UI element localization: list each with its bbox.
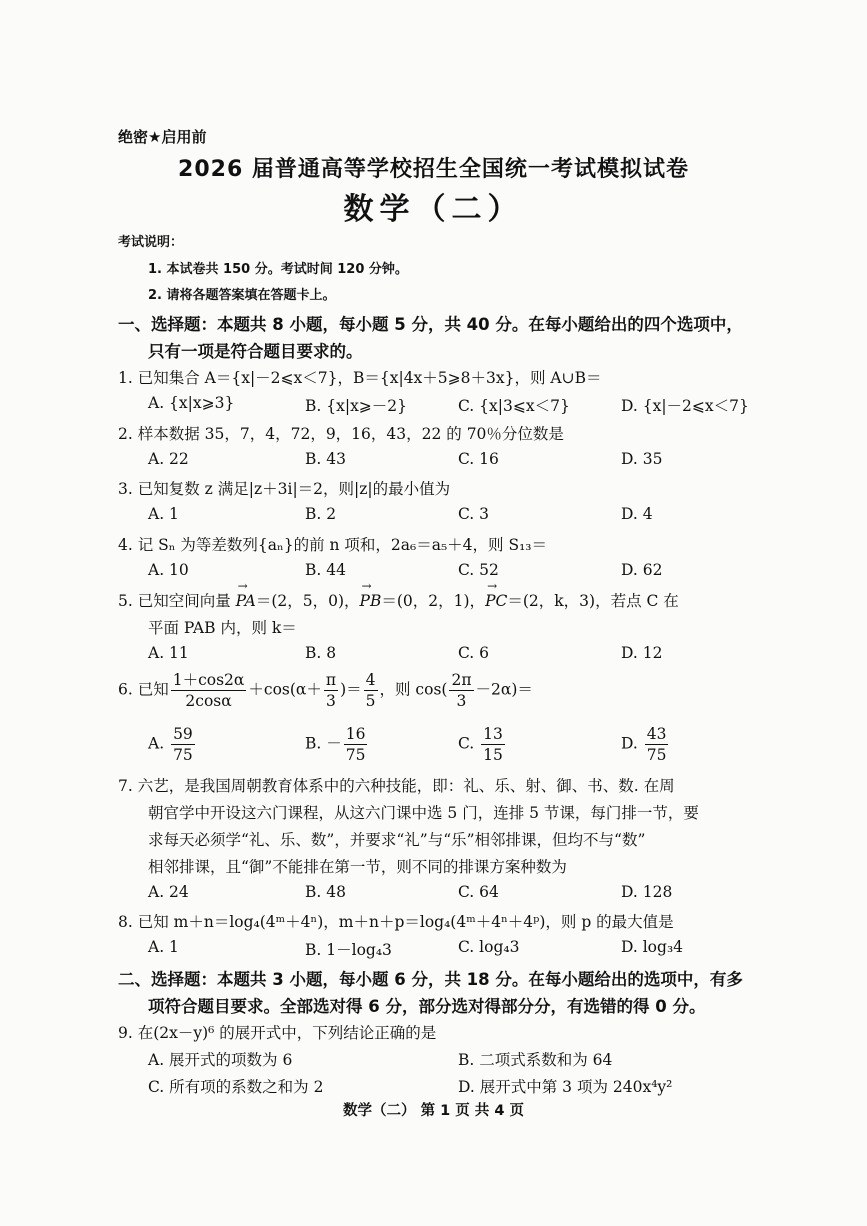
question-3-option-b: B. 2 [305, 505, 337, 523]
option-label: B. － [305, 734, 342, 753]
fraction-denominator: 2cosα [185, 692, 232, 710]
question-8-option-b: B. 1－log₄3 [305, 941, 392, 959]
question-8-stem: 8. 已知 m＋n＝log₄(4ᵐ＋4ⁿ)，m＋n＋p＝log₄(4ᵐ＋4ⁿ＋4ᵖ)，则 p 的最大值是 [118, 913, 674, 931]
fraction [645, 724, 669, 765]
question-4-option-b: B. 44 [305, 561, 346, 579]
option-label: D. [621, 734, 638, 753]
exam-title: 2026 届普通高等学校招生全国统一考试模拟试卷 [178, 157, 689, 182]
question-4-option-d: D. 62 [621, 561, 663, 579]
instruction-item: 2. 请将各题答案填在答题卡上。 [148, 288, 336, 303]
fraction [364, 670, 378, 711]
vector-pb: → PB [360, 592, 382, 610]
page-footer: 数学（二） 第 1 页 共 4 页 [343, 1103, 524, 1119]
question-5-option-c: C. 6 [458, 644, 490, 662]
question-2-stem: 2. 样本数据 35，7，4，72，9，16，43，22 的 70％分位数是 [118, 425, 564, 443]
confidential-label: 绝密★启用前 [118, 128, 207, 146]
question-1-option-a: A. {x|x⩾3} [148, 394, 235, 412]
question-6-text: ＋cos(α＋ [248, 680, 322, 699]
question-5-text: ＝(2，5，0)， [255, 592, 360, 610]
fraction-numerator: 13 [483, 725, 503, 743]
fraction-denominator: 3 [456, 692, 467, 710]
question-6-stem [118, 670, 533, 711]
question-5-text: ＝(2，k，3)，若点 C 在 [507, 592, 679, 610]
question-9-option-c: C. 所有项的系数之和为 2 [148, 1078, 324, 1096]
question-1-option-b: B. {x|x⩾－2} [305, 397, 408, 415]
question-6-option-b [305, 724, 369, 765]
fraction [171, 670, 247, 711]
question-8-option-c: C. log₄3 [458, 938, 520, 956]
question-9-option-b: B. 二项式系数和为 64 [458, 1051, 613, 1069]
question-7-stem: 7. 六艺，是我国周朝教育体系中的六种技能，即：礼、乐、射、御、书、数. 在周 [118, 777, 675, 795]
question-9-stem: 9. 在(2x－y)⁶ 的展开式中，下列结论正确的是 [118, 1024, 437, 1042]
fraction-denominator: 15 [483, 746, 503, 764]
question-7-option-d: D. 128 [621, 883, 673, 901]
fraction-numerator: 16 [345, 725, 366, 743]
fraction-numerator: 4 [365, 671, 376, 689]
question-6-option-a [148, 724, 197, 765]
question-6-text: ，则 cos( [379, 680, 448, 699]
question-5-text: 5. 已知空间向量 [118, 592, 236, 610]
question-4-option-c: C. 52 [458, 561, 499, 579]
question-7-stem-cont: 求每天必须学“礼、乐、数”，并要求“礼”与“乐”相邻排课，但均不与“数” [148, 831, 646, 849]
question-5-text: ＝(0，2，1)， [381, 592, 486, 610]
question-6-text: －2α)＝ [475, 680, 533, 699]
fraction-numerator: 1＋cos2α [172, 671, 245, 689]
question-9-option-a: A. 展开式的项数为 6 [148, 1051, 293, 1069]
fraction-denominator: 75 [646, 746, 667, 764]
question-8-option-a: A. 1 [148, 938, 179, 956]
fraction-numerator: π [325, 671, 337, 689]
fraction-denominator: 75 [345, 746, 366, 764]
exam-subtitle: 数学（二） [343, 192, 524, 227]
question-6-text: )＝ [340, 680, 362, 699]
instruction-item: 1. 本试卷共 150 分。考试时间 120 分钟。 [148, 262, 408, 277]
question-3-option-a: A. 1 [148, 505, 179, 523]
option-label: A. [148, 734, 165, 753]
section-2-heading-cont: 项符合题目要求。全部选对得 6 分，部分选对得部分分，有选错的得 0 分。 [148, 997, 706, 1016]
fraction-denominator: 3 [326, 692, 336, 710]
fraction-numerator: 59 [173, 725, 193, 743]
fraction [481, 724, 505, 765]
fraction [171, 724, 195, 765]
question-4-option-a: A. 10 [148, 561, 189, 579]
question-4-stem: 4. 记 Sₙ 为等差数列{aₙ}的前 n 项和，2a₆＝a₅＋4，则 S₁₃＝ [118, 536, 548, 554]
option-label: C. [458, 734, 475, 753]
question-2-option-a: A. 22 [148, 450, 189, 468]
question-5-option-b: B. 8 [305, 644, 337, 662]
question-8-option-d: D. log₃4 [621, 938, 684, 956]
fraction-denominator: 5 [365, 692, 376, 710]
question-3-option-c: C. 3 [458, 505, 490, 523]
vector-pa: → PA [236, 592, 256, 610]
question-6-option-d [621, 724, 670, 765]
fraction-numerator: 43 [646, 725, 667, 743]
question-1-option-d: D. {x|－2⩽x＜7} [621, 397, 749, 415]
question-3-option-d: D. 4 [621, 505, 653, 523]
vector-pc: → PC [485, 592, 507, 610]
question-2-option-d: D. 35 [621, 450, 663, 468]
question-6-text: 6. 已知 [118, 680, 169, 699]
question-7-option-b: B. 48 [305, 883, 346, 901]
section-2-heading: 二、选择题：本题共 3 小题，每小题 6 分，共 18 分。在每小题给出的选项中，有多 [118, 970, 743, 989]
fraction [344, 724, 368, 765]
question-2-option-c: C. 16 [458, 450, 499, 468]
fraction [324, 670, 338, 711]
question-7-stem-cont: 相邻排课，且“御”不能排在第一节，则不同的排课方案种数为 [148, 858, 567, 876]
question-7-stem-cont: 朝官学中开设这六门课程，从这六门课中选 5 门，连排 5 节课，每门排一节，要 [148, 804, 699, 822]
section-1-heading: 一、选择题：本题共 8 小题，每小题 5 分，共 40 分。在每小题给出的四个选项中， [118, 315, 743, 334]
section-1-heading-cont: 只有一项是符合题目要求的。 [148, 342, 363, 361]
question-1-stem: 1. 已知集合 A＝{x|－2⩽x＜7}，B＝{x|4x＋5⩾8＋3x}，则 A∪B＝ [118, 369, 602, 387]
question-6-option-c [458, 724, 507, 765]
fraction-denominator: 75 [173, 746, 193, 764]
question-5-option-a: A. 11 [148, 644, 189, 662]
question-5-option-d: D. 12 [621, 644, 663, 662]
question-7-option-c: C. 64 [458, 883, 499, 901]
fraction [449, 670, 473, 711]
question-9-option-d: D. 展开式中第 3 项为 240x⁴y² [458, 1078, 673, 1096]
fraction-numerator: 2π [451, 671, 472, 689]
question-5-stem [118, 589, 679, 611]
question-3-stem: 3. 已知复数 z 满足|z＋3i|＝2，则|z|的最小值为 [118, 480, 451, 498]
question-5-stem-cont: 平面 PAB 内，则 k＝ [148, 619, 297, 637]
question-7-option-a: A. 24 [148, 883, 189, 901]
question-1-option-c: C. {x|3⩽x＜7} [458, 397, 570, 415]
question-2-option-b: B. 43 [305, 450, 346, 468]
instructions-heading: 考试说明： [118, 235, 184, 250]
